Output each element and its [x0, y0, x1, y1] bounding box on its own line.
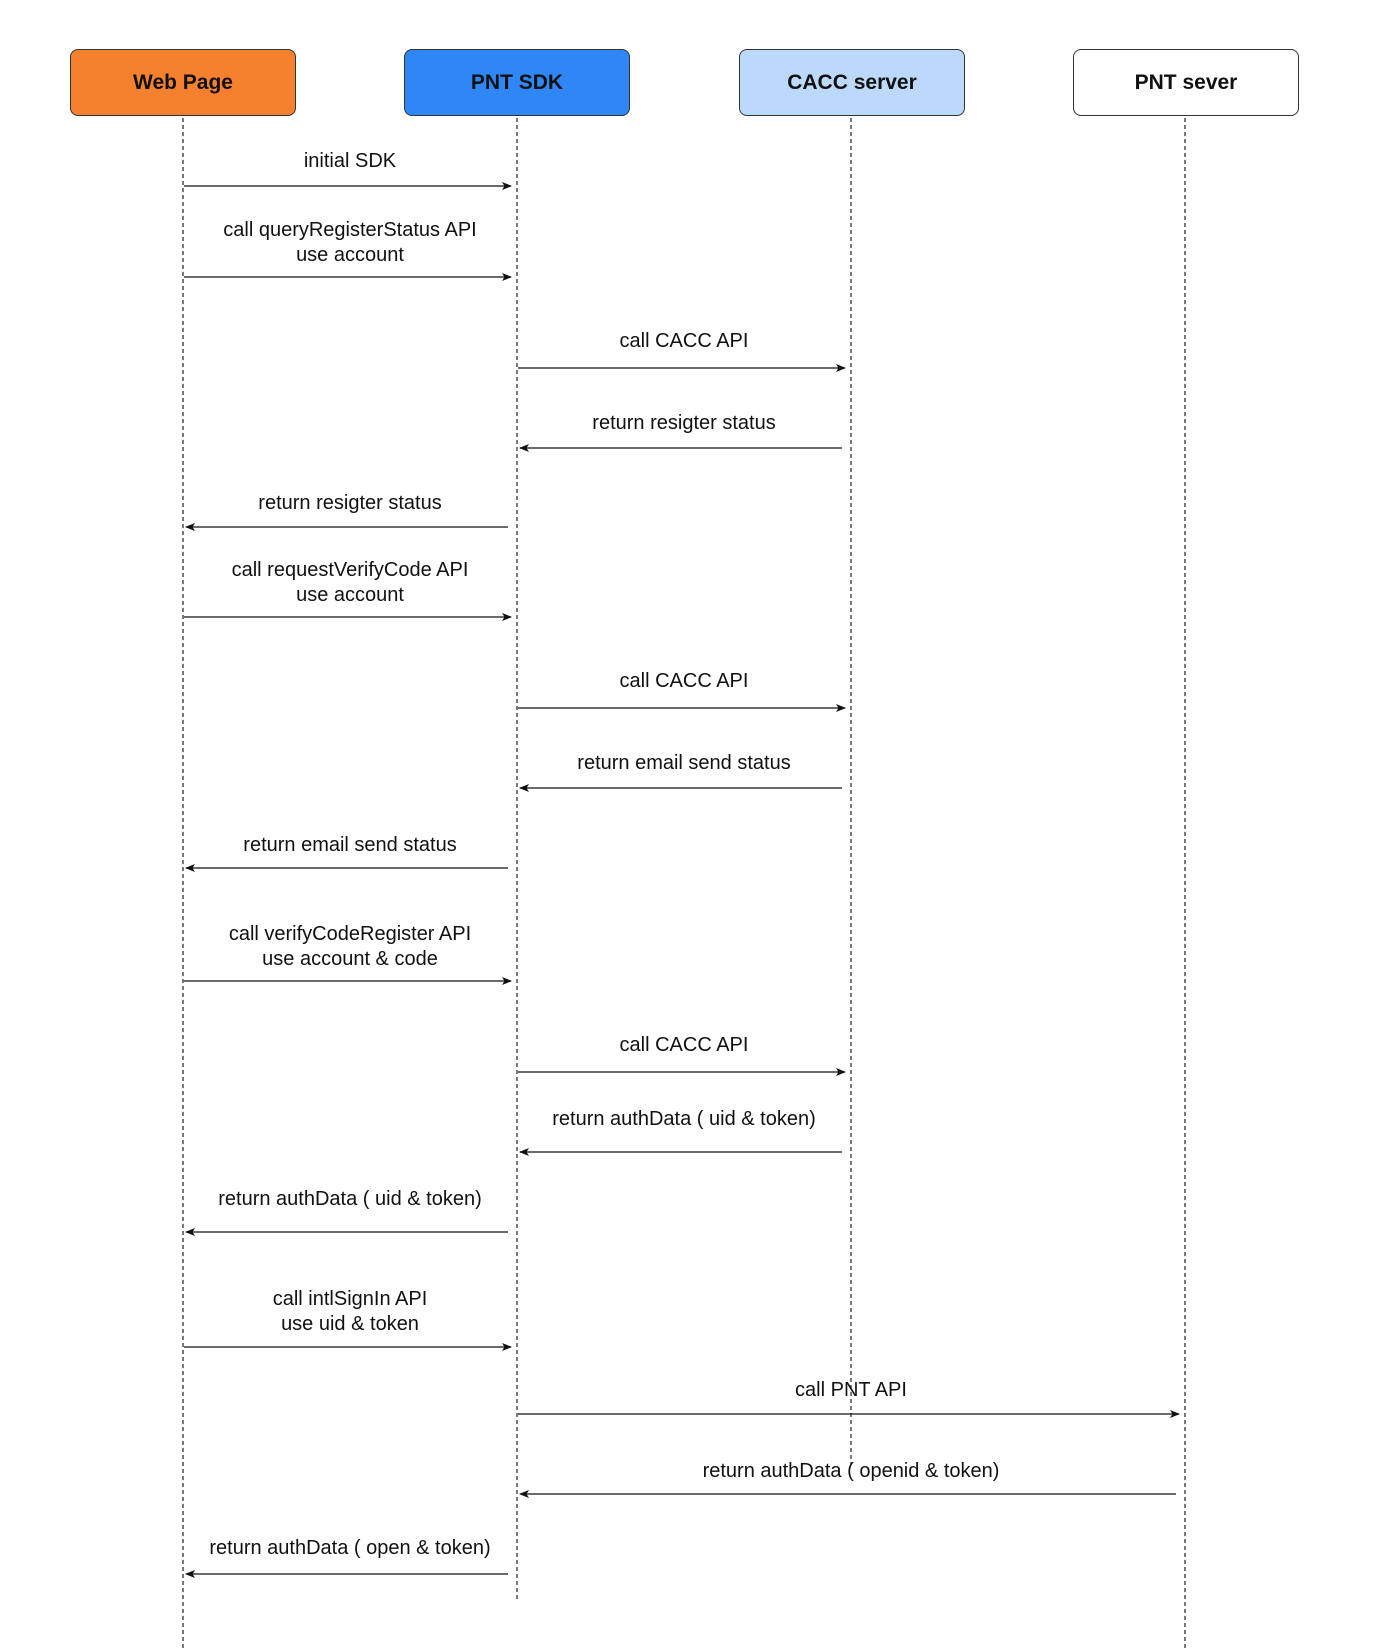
- message-label-line: use account: [296, 584, 404, 606]
- message-label: [258, 491, 441, 516]
- actor-label-pnt-sdk: PNT SDK: [470, 70, 564, 94]
- message-label-line: return authData ( open & token): [209, 1537, 491, 1559]
- message-label-line: return authData ( uid & token): [552, 1108, 816, 1130]
- actor-label-cacc-server: CACC server: [787, 70, 917, 94]
- message-label-line: use account: [296, 244, 404, 266]
- actor-web-page: [70, 49, 296, 116]
- message-label: [209, 1536, 490, 1561]
- message-label-line: call CACC API: [619, 670, 749, 692]
- message-label: [577, 751, 790, 776]
- message-label-line: call verifyCodeRegister API: [228, 923, 472, 945]
- message-label-line: call requestVerifyCode API: [231, 559, 469, 581]
- actor-label-web-page: Web Page: [133, 70, 233, 94]
- message-label-line: call queryRegisterStatus API: [223, 219, 477, 241]
- message-label-line: return email send status: [243, 834, 457, 856]
- message-label-line: call CACC API: [619, 330, 749, 352]
- actor-pnt-sdk: [404, 49, 630, 116]
- message-label-line: return authData ( uid & token): [218, 1188, 482, 1210]
- message-label: [218, 1187, 481, 1212]
- message-label: [795, 1378, 907, 1403]
- message-label: [243, 833, 456, 858]
- message-label-line: call intlSignIn API: [272, 1288, 428, 1310]
- message-label: [232, 558, 469, 608]
- message-label-line: return email send status: [577, 752, 791, 774]
- message-label: [223, 218, 476, 268]
- message-label-line: call CACC API: [619, 1034, 749, 1056]
- actor-cacc-server: [739, 49, 965, 116]
- message-label-line: return resigter status: [592, 412, 776, 434]
- message-label-line: use uid & token: [281, 1313, 419, 1335]
- message-label: [703, 1459, 1000, 1484]
- message-label: [229, 922, 471, 972]
- message-label: [620, 1033, 749, 1058]
- message-label-line: call PNT API: [795, 1379, 907, 1401]
- message-label-line: return authData ( openid & token): [702, 1460, 1000, 1482]
- message-label: [273, 1287, 428, 1337]
- message-label: [592, 411, 775, 436]
- message-label-line: return resigter status: [258, 492, 442, 514]
- message-label: [620, 329, 749, 354]
- message-label: [304, 149, 396, 174]
- actor-label-pnt-server: PNT sever: [1134, 70, 1238, 94]
- message-label: [620, 669, 749, 694]
- message-label-line: initial SDK: [303, 150, 397, 172]
- actor-pnt-server: [1073, 49, 1299, 116]
- message-label: [552, 1107, 815, 1132]
- message-label-line: use account & code: [262, 948, 438, 970]
